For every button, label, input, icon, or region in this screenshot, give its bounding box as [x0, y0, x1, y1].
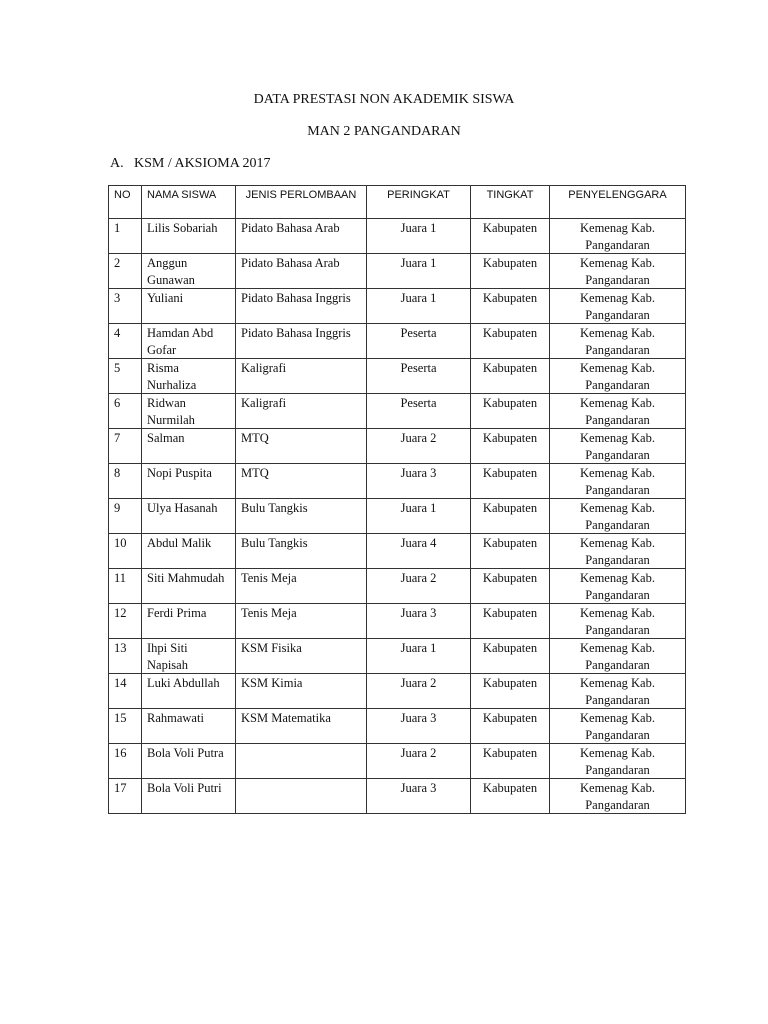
document-subtitle: MAN 2 PANGANDARAN	[307, 124, 461, 139]
cell-penyelenggara: Kemenag Kab. Pangandaran	[550, 324, 686, 359]
cell-penyelenggara: Kemenag Kab. Pangandaran	[550, 394, 686, 429]
cell-penyelenggara: Kemenag Kab. Pangandaran	[550, 604, 686, 639]
achievement-table	[108, 185, 686, 814]
cell-nama-siswa: Ferdi Prima	[142, 604, 236, 639]
cell-penyelenggara: Kemenag Kab. Pangandaran	[550, 674, 686, 709]
cell-penyelenggara: Kemenag Kab. Pangandaran	[550, 219, 686, 254]
cell-nama-siswa: Nopi Puspita	[142, 464, 236, 499]
cell-tingkat: Kabupaten	[471, 604, 550, 639]
header-no: NO	[109, 186, 142, 219]
cell-peringkat: Juara 1	[367, 639, 471, 674]
cell-peringkat: Juara 3	[367, 604, 471, 639]
cell-peringkat: Peserta	[367, 394, 471, 429]
cell-tingkat: Kabupaten	[471, 499, 550, 534]
cell-penyelenggara: Kemenag Kab. Pangandaran	[550, 569, 686, 604]
cell-penyelenggara: Kemenag Kab. Pangandaran	[550, 534, 686, 569]
cell-penyelenggara: Kemenag Kab. Pangandaran	[550, 289, 686, 324]
header-tingkat: TINGKAT	[471, 186, 550, 219]
header-jenis-perlombaan: JENIS PERLOMBAAN	[236, 186, 367, 219]
header-peringkat: PERINGKAT	[367, 186, 471, 219]
table-row	[109, 639, 686, 674]
cell-nama-siswa: Bola Voli Putra	[142, 744, 236, 779]
cell-nama-siswa: Ulya Hasanah	[142, 499, 236, 534]
cell-tingkat: Kabupaten	[471, 639, 550, 674]
cell-no: 5	[109, 359, 142, 394]
cell-nama-siswa: Ridwan Nurmilah	[142, 394, 236, 429]
cell-peringkat: Juara 2	[367, 429, 471, 464]
cell-tingkat: Kabupaten	[471, 744, 550, 779]
section-marker: A.	[110, 156, 124, 171]
cell-jenis-perlombaan: KSM Matematika	[236, 709, 367, 744]
cell-peringkat: Peserta	[367, 359, 471, 394]
cell-nama-siswa: Rahmawati	[142, 709, 236, 744]
cell-peringkat: Juara 3	[367, 464, 471, 499]
cell-no: 15	[109, 709, 142, 744]
table-row	[109, 499, 686, 534]
cell-tingkat: Kabupaten	[471, 429, 550, 464]
header-penyelenggara: PENYELENGGARA	[550, 186, 686, 219]
cell-penyelenggara: Kemenag Kab. Pangandaran	[550, 359, 686, 394]
table-row	[109, 394, 686, 429]
cell-tingkat: Kabupaten	[471, 254, 550, 289]
cell-jenis-perlombaan: Pidato Bahasa Arab	[236, 219, 367, 254]
cell-penyelenggara: Kemenag Kab. Pangandaran	[550, 429, 686, 464]
cell-peringkat: Juara 1	[367, 219, 471, 254]
cell-jenis-perlombaan: Kaligrafi	[236, 394, 367, 429]
cell-peringkat: Juara 1	[367, 499, 471, 534]
cell-tingkat: Kabupaten	[471, 534, 550, 569]
cell-no: 7	[109, 429, 142, 464]
cell-nama-siswa: Yuliani	[142, 289, 236, 324]
cell-jenis-perlombaan: KSM Kimia	[236, 674, 367, 709]
cell-no: 3	[109, 289, 142, 324]
cell-peringkat: Juara 3	[367, 709, 471, 744]
cell-jenis-perlombaan: Tenis Meja	[236, 569, 367, 604]
cell-penyelenggara: Kemenag Kab. Pangandaran	[550, 639, 686, 674]
table-row	[109, 534, 686, 569]
cell-nama-siswa: Siti Mahmudah	[142, 569, 236, 604]
table-row	[109, 359, 686, 394]
table-row	[109, 324, 686, 359]
table-header-row	[109, 186, 686, 219]
section-heading	[110, 156, 271, 172]
cell-peringkat: Juara 1	[367, 289, 471, 324]
cell-no: 8	[109, 464, 142, 499]
cell-jenis-perlombaan: Pidato Bahasa Inggris	[236, 324, 367, 359]
cell-tingkat: Kabupaten	[471, 779, 550, 814]
table-row	[109, 744, 686, 779]
cell-no: 14	[109, 674, 142, 709]
table-row	[109, 604, 686, 639]
cell-jenis-perlombaan: Bulu Tangkis	[236, 499, 367, 534]
cell-nama-siswa: Luki Abdullah	[142, 674, 236, 709]
cell-peringkat: Juara 1	[367, 254, 471, 289]
cell-nama-siswa: Abdul Malik	[142, 534, 236, 569]
cell-jenis-perlombaan: Kaligrafi	[236, 359, 367, 394]
cell-peringkat: Juara 3	[367, 779, 471, 814]
cell-nama-siswa: Bola Voli Putri	[142, 779, 236, 814]
cell-jenis-perlombaan: Tenis Meja	[236, 604, 367, 639]
table-row	[109, 779, 686, 814]
cell-nama-siswa: Lilis Sobariah	[142, 219, 236, 254]
cell-no: 12	[109, 604, 142, 639]
cell-nama-siswa: Risma Nurhaliza	[142, 359, 236, 394]
table-row	[109, 464, 686, 499]
cell-tingkat: Kabupaten	[471, 324, 550, 359]
cell-jenis-perlombaan: MTQ	[236, 429, 367, 464]
cell-no: 6	[109, 394, 142, 429]
cell-penyelenggara: Kemenag Kab. Pangandaran	[550, 744, 686, 779]
cell-tingkat: Kabupaten	[471, 674, 550, 709]
cell-peringkat: Juara 2	[367, 569, 471, 604]
table-row	[109, 219, 686, 254]
cell-penyelenggara: Kemenag Kab. Pangandaran	[550, 709, 686, 744]
header-nama-siswa: NAMA SISWA	[142, 186, 236, 219]
cell-penyelenggara: Kemenag Kab. Pangandaran	[550, 499, 686, 534]
cell-no: 4	[109, 324, 142, 359]
table-row	[109, 709, 686, 744]
cell-peringkat: Peserta	[367, 324, 471, 359]
cell-jenis-perlombaan	[236, 744, 367, 779]
cell-jenis-perlombaan: Pidato Bahasa Arab	[236, 254, 367, 289]
document-title: DATA PRESTASI NON AKADEMIK SISWA	[253, 92, 515, 107]
cell-no: 10	[109, 534, 142, 569]
cell-nama-siswa: Anggun Gunawan	[142, 254, 236, 289]
cell-tingkat: Kabupaten	[471, 359, 550, 394]
section-title: KSM / AKSIOMA 2017	[134, 156, 271, 171]
cell-no: 13	[109, 639, 142, 674]
table-row	[109, 674, 686, 709]
cell-jenis-perlombaan: Bulu Tangkis	[236, 534, 367, 569]
table-row	[109, 254, 686, 289]
cell-tingkat: Kabupaten	[471, 569, 550, 604]
cell-tingkat: Kabupaten	[471, 464, 550, 499]
cell-tingkat: Kabupaten	[471, 394, 550, 429]
cell-nama-siswa: Hamdan Abd Gofar	[142, 324, 236, 359]
cell-jenis-perlombaan	[236, 779, 367, 814]
cell-no: 9	[109, 499, 142, 534]
cell-jenis-perlombaan: Pidato Bahasa Inggris	[236, 289, 367, 324]
cell-no: 11	[109, 569, 142, 604]
cell-peringkat: Juara 4	[367, 534, 471, 569]
table-row	[109, 289, 686, 324]
cell-jenis-perlombaan: MTQ	[236, 464, 367, 499]
cell-penyelenggara: Kemenag Kab. Pangandaran	[550, 464, 686, 499]
cell-nama-siswa: Salman	[142, 429, 236, 464]
cell-tingkat: Kabupaten	[471, 709, 550, 744]
cell-tingkat: Kabupaten	[471, 219, 550, 254]
cell-penyelenggara: Kemenag Kab. Pangandaran	[550, 779, 686, 814]
cell-peringkat: Juara 2	[367, 674, 471, 709]
cell-no: 2	[109, 254, 142, 289]
table-row	[109, 429, 686, 464]
cell-nama-siswa: Ihpi Siti Napisah	[142, 639, 236, 674]
table-row	[109, 569, 686, 604]
cell-tingkat: Kabupaten	[471, 289, 550, 324]
cell-no: 17	[109, 779, 142, 814]
cell-peringkat: Juara 2	[367, 744, 471, 779]
cell-no: 16	[109, 744, 142, 779]
cell-jenis-perlombaan: KSM Fisika	[236, 639, 367, 674]
cell-no: 1	[109, 219, 142, 254]
cell-penyelenggara: Kemenag Kab. Pangandaran	[550, 254, 686, 289]
